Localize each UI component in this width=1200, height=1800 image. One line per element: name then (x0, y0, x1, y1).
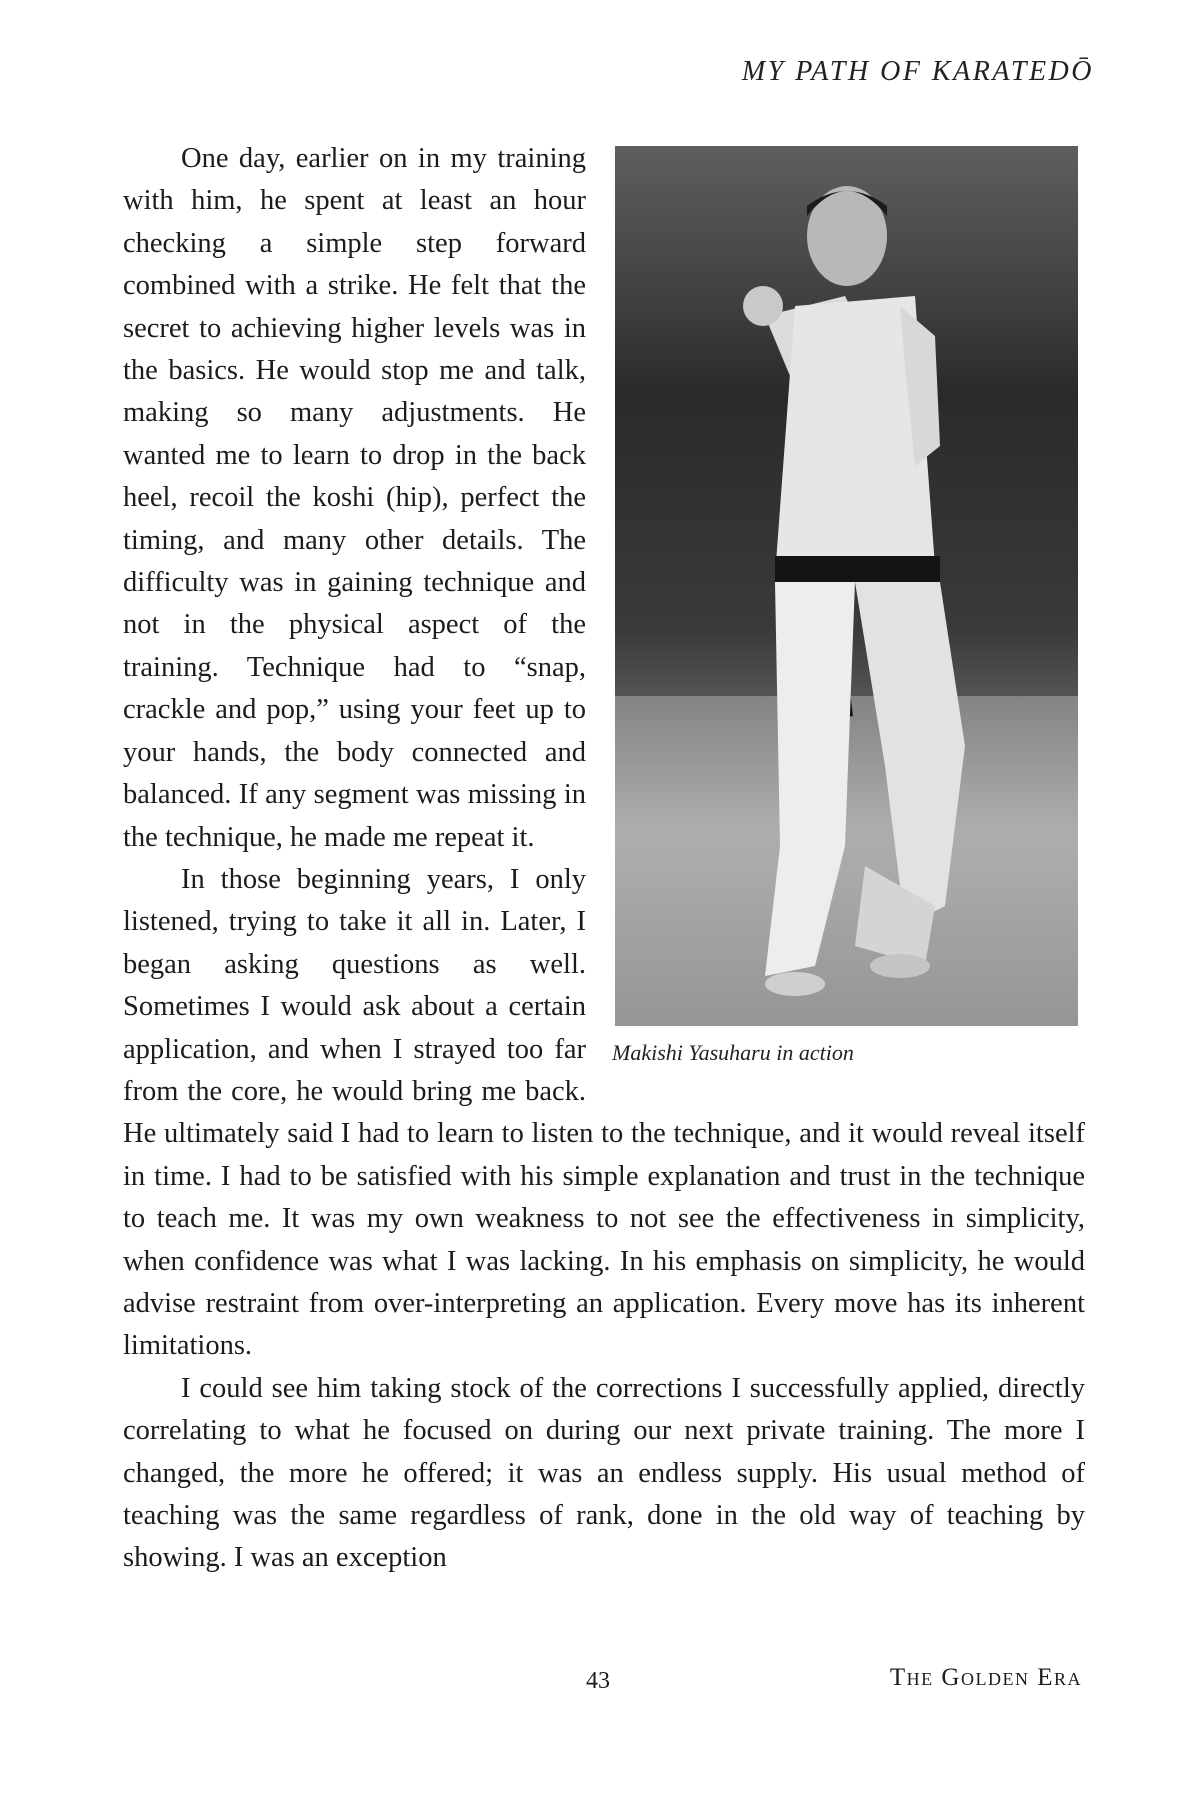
karateka-illustration (615, 146, 1078, 1026)
photo-makishi-yasuharu (615, 146, 1078, 1026)
running-head: MY PATH OF KARATEDŌ (741, 56, 1094, 87)
paragraph-3: I could see him taking stock of the corrections I successfully applied, directly correlating to what he focused on during our next private training. The more I changed, the more he offered; it was an endless supply. His usual method of teaching was the same regardless of rank, done in the old way of teaching by showing. I was an exception (123, 1372, 1085, 1574)
figure-caption: Makishi Yasuharu in action (612, 1040, 854, 1065)
paragraph-1: One day, earlier on in my training with him, he spent at least an hour checking a simple step forward combined with a strike. He felt that the secret to achieving higher levels was in the basics. He would stop me and talk, making so many adjustments. He wanted me to learn to drop in the back heel, recoil the koshi (hip), perfect the timing, and many other details. The difficulty was in gaining technique and not in the physical aspect of the training. Technique had to “snap, crackle and pop,” using your feet up to your hands, the body connected and balanced. If any segment was missing in the technique, he made me repeat it. (123, 143, 586, 853)
figure (612, 146, 1085, 1068)
body-text (123, 138, 1085, 1580)
running-foot: The Golden Era (889, 1664, 1082, 1691)
page-number: 43 (586, 1668, 610, 1694)
paragraph-2: In those beginning years, I only listened, trying to take it all in. Later, I began asking questions as well. Sometimes I would ask about a certain application, and when I strayed too far from the core, he would bring me back. He ultimately said I had to learn to listen to the technique, and it would reveal itself in time. I had to be satisfied with his simple explanation and trust in the technique to teach me. It was my own weakness to not see the effectiveness in simplicity, when confidence was what I was lacking. In his emphasis on simplicity, he would advise restraint from over-interpreting an application. Every move has its inherent limitations. (123, 863, 1085, 1362)
